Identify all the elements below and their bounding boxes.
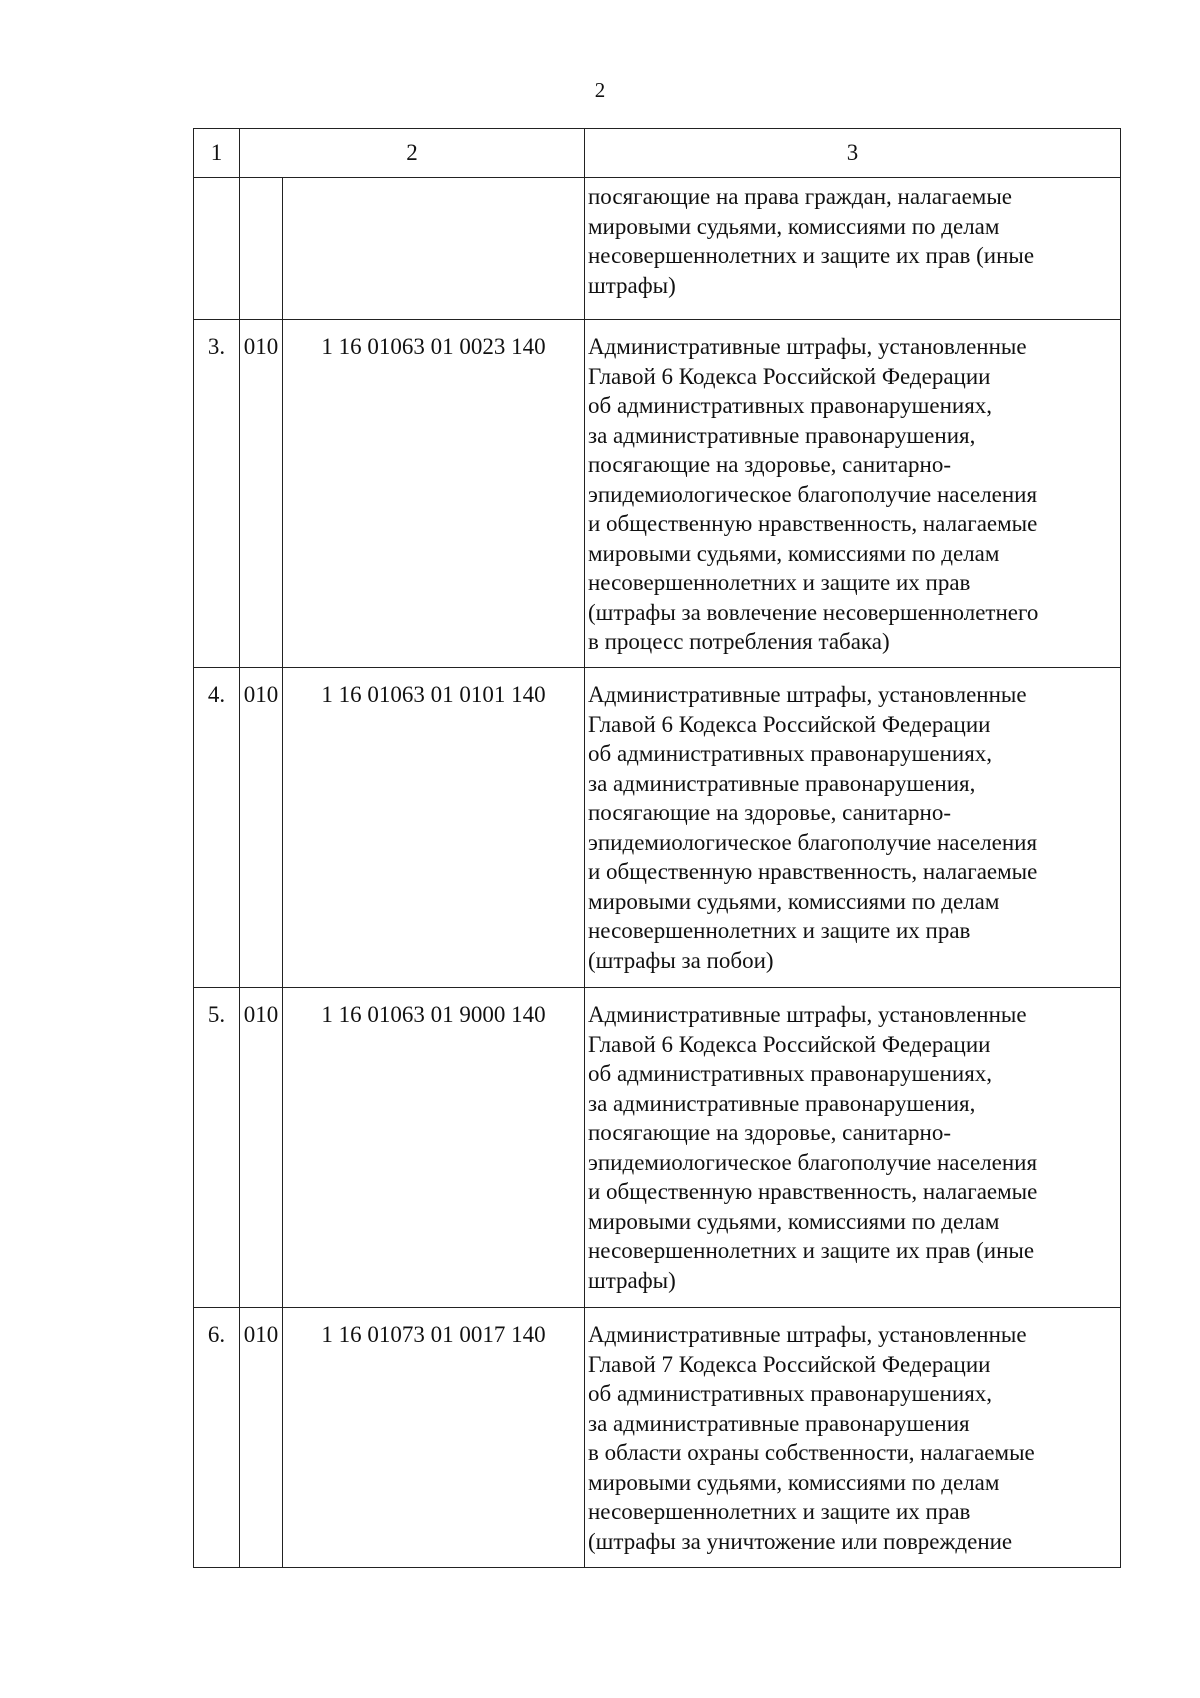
continuation-row bbox=[194, 178, 1121, 320]
description-line: (штрафы за вовлечение несовершеннолетнего bbox=[588, 599, 1039, 625]
budget-codes-table bbox=[193, 128, 1121, 1568]
kbk-code: 1 16 01063 01 0023 140 bbox=[283, 320, 585, 668]
row-number: 4. bbox=[194, 668, 240, 988]
header-col-2: 2 bbox=[240, 129, 585, 178]
row-number: 3. bbox=[194, 320, 240, 668]
description-line: штрафы) bbox=[588, 272, 676, 298]
table-row bbox=[194, 1308, 1121, 1568]
kbk-code: 1 16 01073 01 0017 140 bbox=[283, 1308, 585, 1568]
description-line: несовершеннолетних и защите их прав (иные bbox=[588, 1238, 1035, 1263]
description-line: посягающие на здоровье, санитарно- bbox=[588, 452, 951, 477]
description-line: посягающие на здоровье, санитарно- bbox=[588, 800, 951, 825]
table-row bbox=[194, 320, 1121, 668]
description-line: несовершеннолетних и защите их прав bbox=[588, 1499, 971, 1524]
description-line: за административные правонарушения, bbox=[588, 1090, 976, 1116]
continuation-admin-cell bbox=[240, 178, 283, 320]
description-line: посягающие на права граждан, налагаемые bbox=[588, 184, 1012, 209]
description-line: за административные правонарушения bbox=[588, 1410, 970, 1436]
description-line: об административных правонарушениях, bbox=[588, 741, 993, 766]
description-line: и общественную нравственность, налагаемые bbox=[588, 1179, 1038, 1204]
row-description bbox=[585, 320, 1121, 668]
description-line: несовершеннолетних и защите их прав bbox=[588, 918, 971, 943]
admin-code: 010 bbox=[240, 988, 283, 1308]
description-line: мировыми судьями, комиссиями по делам bbox=[588, 888, 1000, 914]
description-line: за административные правонарушения, bbox=[588, 770, 976, 796]
admin-code: 010 bbox=[240, 668, 283, 988]
description-line: об административных правонарушениях, bbox=[588, 1061, 993, 1086]
description-line: и общественную нравственность, налагаемые bbox=[588, 511, 1038, 536]
continuation-number-cell bbox=[194, 178, 240, 320]
description-line: эпидемиологическое благополучие населения bbox=[588, 829, 1038, 855]
page-number: 2 bbox=[594, 78, 606, 102]
row-number: 5. bbox=[194, 988, 240, 1308]
description-line: эпидемиологическое благополучие населения bbox=[588, 481, 1038, 507]
header-col-1: 1 bbox=[194, 129, 240, 178]
description-line: за административные правонарушения, bbox=[588, 422, 976, 448]
description-line: Главой 6 Кодекса Российской Федерации bbox=[588, 711, 991, 737]
description-line: мировыми судьями, комиссиями по делам bbox=[588, 1469, 1000, 1495]
description-line: несовершеннолетних и защите их прав (иные bbox=[588, 243, 1035, 268]
row-description bbox=[585, 668, 1121, 988]
description-line: (штрафы за побои) bbox=[588, 947, 774, 973]
admin-code: 010 bbox=[240, 320, 283, 668]
table-row bbox=[194, 668, 1121, 988]
description-line: мировыми судьями, комиссиями по делам bbox=[588, 1208, 1000, 1234]
description-line: Административные штрафы, установленные bbox=[588, 334, 1027, 359]
description-line: в процесс потребления табака) bbox=[588, 629, 890, 654]
continuation-kbk-cell bbox=[283, 178, 585, 320]
description-line: мировыми судьями, комиссиями по делам bbox=[588, 540, 1000, 566]
description-line: в области охраны собственности, налагаемые bbox=[588, 1440, 1035, 1465]
description-line: об административных правонарушениях, bbox=[588, 393, 993, 418]
description-line: посягающие на здоровье, санитарно- bbox=[588, 1120, 951, 1145]
description-line: Административные штрафы, установленные bbox=[588, 682, 1027, 707]
table-header-row bbox=[194, 129, 1121, 178]
description-line: (штрафы за уничтожение или повреждение bbox=[588, 1528, 1013, 1554]
description-line: Главой 6 Кодекса Российской Федерации bbox=[588, 1031, 991, 1057]
description-line: Главой 6 Кодекса Российской Федерации bbox=[588, 363, 991, 389]
row-number: 6. bbox=[194, 1308, 240, 1568]
header-col-3: 3 bbox=[585, 129, 1121, 178]
continuation-description bbox=[585, 178, 1121, 320]
row-description bbox=[585, 1308, 1121, 1568]
kbk-code: 1 16 01063 01 9000 140 bbox=[283, 988, 585, 1308]
description-line: мировыми судьями, комиссиями по делам bbox=[588, 213, 1000, 239]
description-line: об административных правонарушениях, bbox=[588, 1381, 993, 1406]
description-line: несовершеннолетних и защите их прав bbox=[588, 570, 971, 595]
description-line: Административные штрафы, установленные bbox=[588, 1322, 1027, 1347]
description-line: штрафы) bbox=[588, 1267, 676, 1293]
kbk-code: 1 16 01063 01 0101 140 bbox=[283, 668, 585, 988]
description-line: эпидемиологическое благополучие населения bbox=[588, 1149, 1038, 1175]
table-row bbox=[194, 988, 1121, 1308]
admin-code: 010 bbox=[240, 1308, 283, 1568]
description-line: Главой 7 Кодекса Российской Федерации bbox=[588, 1351, 991, 1377]
description-line: Административные штрафы, установленные bbox=[588, 1002, 1027, 1027]
description-line: и общественную нравственность, налагаемые bbox=[588, 859, 1038, 884]
row-description bbox=[585, 988, 1121, 1308]
